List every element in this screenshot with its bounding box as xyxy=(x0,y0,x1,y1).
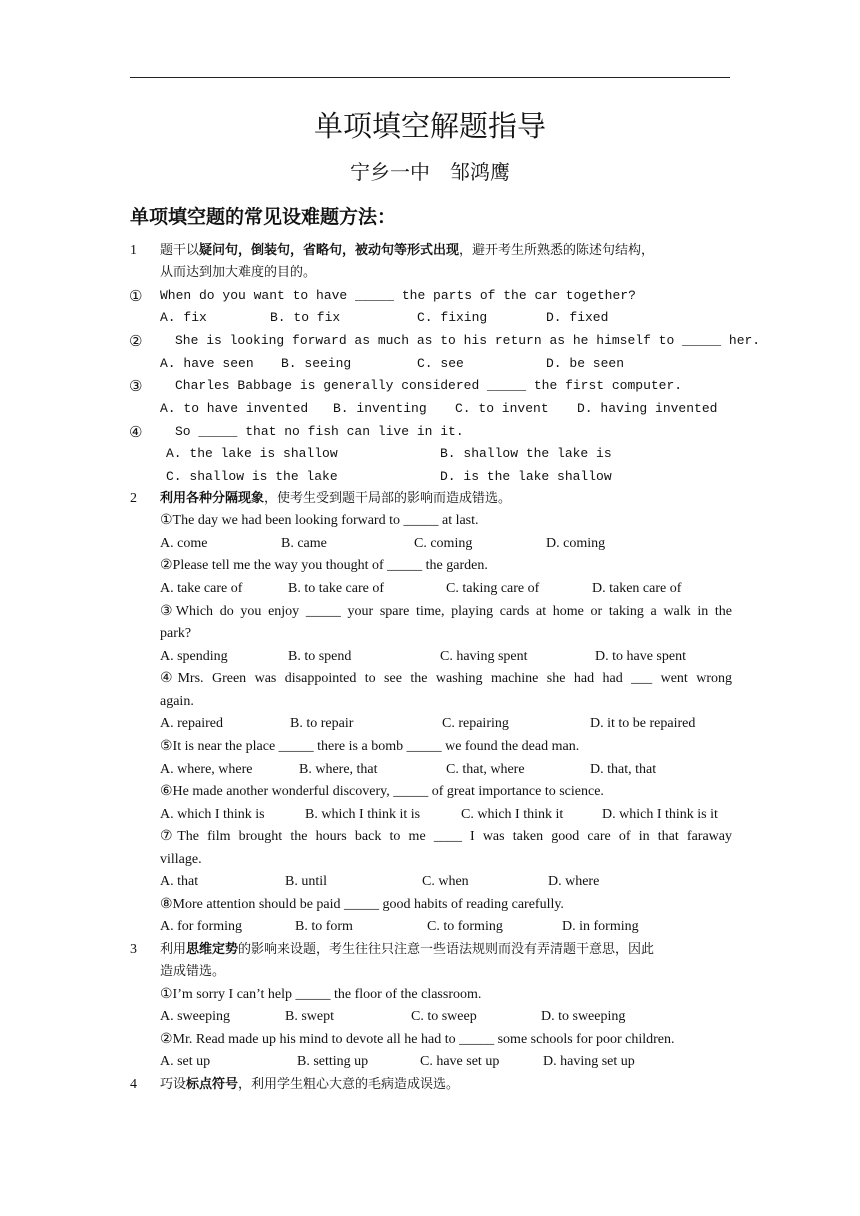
s1-intro-line2: 从而达到加大难度的目的。 xyxy=(160,265,317,280)
option-d: D. where xyxy=(548,874,600,889)
option-a: A. fix xyxy=(160,310,207,325)
s2-q2-stem: ②Please tell me the way you thought of _____ the garden. xyxy=(160,558,488,573)
s2-q1-stem: ①The day we had been looking forward to _____ at last. xyxy=(160,513,479,528)
item-number-3: 3 xyxy=(130,942,137,957)
s1-q2-number: ② xyxy=(129,332,143,350)
option-a: A. that xyxy=(160,874,199,889)
s1-q1-number: ① xyxy=(129,287,143,305)
s2-q5-stem: ⑤It is near the place _____ there is a bomb _____ we found the dead man. xyxy=(160,739,580,754)
option-b: B. setting up xyxy=(297,1054,369,1069)
option-b: B. shallow the lake is xyxy=(440,446,612,461)
option-a: A. for forming xyxy=(160,919,243,934)
option-c: C. taking care of xyxy=(446,581,540,596)
option-d: D. to have spent xyxy=(595,649,686,664)
option-c: C. to forming xyxy=(427,919,503,934)
option-d: D. having set up xyxy=(543,1054,635,1069)
item-number-4: 4 xyxy=(130,1077,137,1092)
option-d: D. is the lake shallow xyxy=(440,469,612,484)
s2-q3-stem-cont: park? xyxy=(160,626,192,641)
option-c: C. fixing xyxy=(417,310,488,325)
s1-intro-line1: 题干以疑问句，倒装句，省略句，被动句等形式出现，避开考生所熟悉的陈述句结构， xyxy=(160,243,655,258)
s1-q3-stem: Charles Babbage is generally considered _____ the first computer. xyxy=(175,378,683,393)
option-a: A. which I think is xyxy=(160,807,265,822)
s2-q6-stem: ⑥He made another wonderful discovery, _____ of great importance to science. xyxy=(160,784,604,799)
option-a: A. to have invented xyxy=(160,401,309,416)
s3-intro-line1: 利用思维定势的影响来设题，考生往往只注意一些语法规则而没有弄清题干意思，因此 xyxy=(160,942,655,957)
s1-q3-number: ③ xyxy=(129,377,143,395)
option-b: B. to spend xyxy=(288,649,352,664)
s2-q4-stem: ④Mrs. Green was disappointed to see the washing machine she had had ___ went wrong xyxy=(160,671,732,686)
option-c: C. see xyxy=(417,356,464,371)
s1-q2-stem: She is looking forward as much as to his return as he himself to _____ her. xyxy=(175,333,761,348)
option-b: B. to repair xyxy=(290,716,354,731)
s2-q3-stem: ③Which do you enjoy _____ your spare time, playing cards at home or taking a walk in the xyxy=(160,604,732,619)
s3-q2-stem: ②Mr. Read made up his mind to devote all he had to _____ some schools for poor children. xyxy=(160,1032,675,1047)
option-d: D. taken care of xyxy=(592,581,682,596)
option-b: B. inventing xyxy=(333,401,427,416)
option-d: D. fixed xyxy=(546,310,609,325)
option-d: D. to sweeping xyxy=(541,1009,626,1024)
s2-q7-stem-cont: village. xyxy=(160,852,202,867)
option-c: C. repairing xyxy=(442,716,509,731)
option-d: D. having invented xyxy=(577,401,718,416)
option-b: B. where, that xyxy=(299,762,378,777)
option-c: C. to sweep xyxy=(411,1009,477,1024)
option-b: B. to take care of xyxy=(288,581,385,596)
s2-q7-stem: ⑦The film brought the hours back to me ____ I was taken good care of in that faraway xyxy=(160,829,732,844)
option-c: C. to invent xyxy=(455,401,549,416)
s4-intro: 巧设标点符号，利用学生粗心大意的毛病造成误选。 xyxy=(160,1077,460,1092)
option-a: A. take care of xyxy=(160,581,243,596)
option-c: C. when xyxy=(422,874,469,889)
option-a: A. sweeping xyxy=(160,1009,230,1024)
option-c: C. which I think it xyxy=(461,807,564,822)
option-d: D. be seen xyxy=(546,356,625,371)
s2-q4-stem-cont: again. xyxy=(160,694,194,709)
s2-intro: 利用各种分隔现象，使考生受到题干局部的影响而造成错选。 xyxy=(160,491,512,506)
item-number-2: 2 xyxy=(130,491,137,506)
option-b: B. seeing xyxy=(281,356,352,371)
option-a: A. spending xyxy=(160,649,228,664)
option-d: D. which I think is it xyxy=(602,807,718,822)
option-b: B. came xyxy=(281,536,327,551)
option-b: B. swept xyxy=(285,1009,334,1024)
s1-q1-stem: When do you want to have _____ the parts of the car together? xyxy=(160,288,636,303)
option-b: B. until xyxy=(285,874,328,889)
option-b: B. to form xyxy=(295,919,353,934)
option-a: A. set up xyxy=(160,1054,211,1069)
option-a: A. the lake is shallow xyxy=(166,446,338,461)
option-d: D. it to be repaired xyxy=(590,716,696,731)
option-b: B. to fix xyxy=(270,310,341,325)
option-b: B. which I think it is xyxy=(305,807,421,822)
option-c: C. shallow is the lake xyxy=(166,469,338,484)
s3-q1-stem: ①I’m sorry I can’t help _____ the floor of the classroom. xyxy=(160,987,482,1002)
s1-q4-number: ④ xyxy=(129,423,143,441)
page-title: 单项填空解题指导 xyxy=(313,109,546,143)
option-d: D. coming xyxy=(546,536,606,551)
option-a: A. repaired xyxy=(160,716,223,731)
option-a: A. come xyxy=(160,536,208,551)
author-line: 宁乡一中 邹鸿鹰 xyxy=(350,160,510,184)
option-a: A. have seen xyxy=(160,356,254,371)
item-number-1: 1 xyxy=(130,243,137,258)
s1-q4-stem: So _____ that no fish can live in it. xyxy=(175,424,464,439)
header-rule xyxy=(130,77,730,78)
option-c: C. coming xyxy=(414,536,473,551)
option-d: D. that, that xyxy=(590,762,657,777)
option-c: C. that, where xyxy=(446,762,525,777)
option-c: C. having spent xyxy=(440,649,528,664)
option-a: A. where, where xyxy=(160,762,253,777)
section-heading: 单项填空题的常见设难题方法： xyxy=(130,206,397,228)
s3-intro-line2: 造成错选。 xyxy=(160,964,226,979)
s2-q8-stem: ⑧More attention should be paid _____ good habits of reading carefully. xyxy=(160,897,564,912)
option-d: D. in forming xyxy=(562,919,639,934)
option-c: C. have set up xyxy=(420,1054,500,1069)
